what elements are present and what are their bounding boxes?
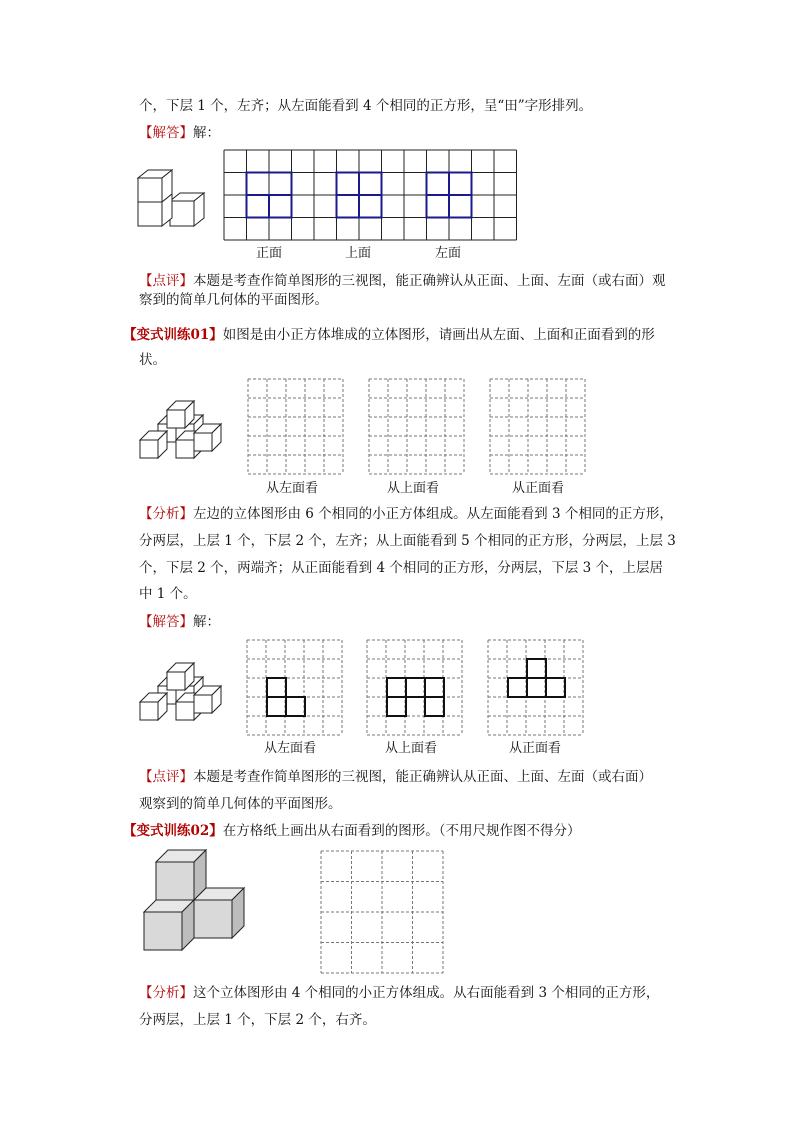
answer-grid-1 [224,150,517,241]
cube-figure-3 [138,662,220,724]
analysis-text-2: 这个立体图形由 4 个相同的小正方体组成。从右面能看到 3 个相同的正方形， [193,985,660,1001]
comment-line-3 [139,767,652,787]
variant-01-heading [123,325,655,345]
cube-figure-2 [138,400,220,462]
caption-front: 正面 [256,246,283,261]
analysis-tag: 【分析】 [139,506,193,522]
analysis-line [139,504,673,524]
variant-01-tag: 【变式训练01】 [123,327,223,343]
analysis-line-4: 中 1 个。 [139,586,197,602]
comment-line [139,271,666,291]
analysis-line-5 [139,983,659,1003]
answer-prefix-2: 解： [193,614,220,630]
answer-line [139,123,220,143]
answer-prefix: 解： [193,125,220,141]
caption-from-left: 从左面看 [266,481,319,496]
caption-left: 左面 [435,246,462,261]
variant-01-text: 如图是由小正方体堆成的立体图形，请画出从左面、上面和正面看到的形 [222,327,655,343]
answer-grid-left [247,640,345,736]
answer-tag-2: 【解答】 [139,614,193,630]
comment-tag: 【点评】 [139,273,193,289]
answer-grid-front [488,640,586,736]
answer-grid-top [367,640,465,736]
comment-line-2: 察到的简单几何体的平面图形。 [139,292,328,308]
variant-02-tag: 【变式训练02】 [123,823,223,839]
comment-text-2: 本题是考查作简单图形的三视图，能正确辨认从正面、上面、左面（或右面） [193,769,652,785]
variant-02-text: 在方格纸上画出从右面看到的图形。（不用尺规作图不得分） [222,823,581,839]
caption-from-top: 从上面看 [387,481,440,496]
caption-from-front: 从正面看 [512,481,565,496]
cube-figure-4 [142,850,246,953]
caption-from-left-2: 从左面看 [264,741,317,756]
empty-grid-top [369,379,467,475]
caption-from-front-2: 从正面看 [509,741,562,756]
analysis-line-3: 个，下层 2 个，两端齐；从正面能看到 4 个相同的正方形，分两层，下层 3 个，上层居 [139,560,664,576]
text-line: 个，下层 1 个，左齐；从左面能看到 4 个相同的正方形，呈“田”字形排列。 [139,98,593,114]
analysis-tag-2: 【分析】 [139,985,193,1001]
variant-02-heading [123,821,581,841]
empty-grid-right [321,851,445,969]
comment-text: 本题是考查作简单图形的三视图，能正确辨认从正面、上面、左面（或右面）观 [193,273,666,289]
caption-top: 上面 [345,246,372,261]
analysis-text: 左边的立体图形由 6 个相同的小正方体组成。从左面能看到 3 个相同的正方形， [193,506,673,522]
caption-from-top-2: 从上面看 [385,741,438,756]
analysis-line-2: 分两层，上层 1 个，下层 2 个，左齐；从上面能看到 5 个相同的正方形，分两层，上层 3 [139,533,676,549]
empty-grid-front [490,379,588,475]
comment-tag-2: 【点评】 [139,769,193,785]
empty-grid-left [248,379,346,475]
answer-tag: 【解答】 [139,125,193,141]
cube-figure-1 [136,166,216,238]
comment-line-4: 观察到的简单几何体的平面图形。 [139,796,342,812]
analysis-line-6: 分两层，上层 1 个，下层 2 个，右齐。 [139,1012,376,1028]
variant-01-line-2: 状。 [139,352,166,368]
answer-line-2 [139,612,220,632]
